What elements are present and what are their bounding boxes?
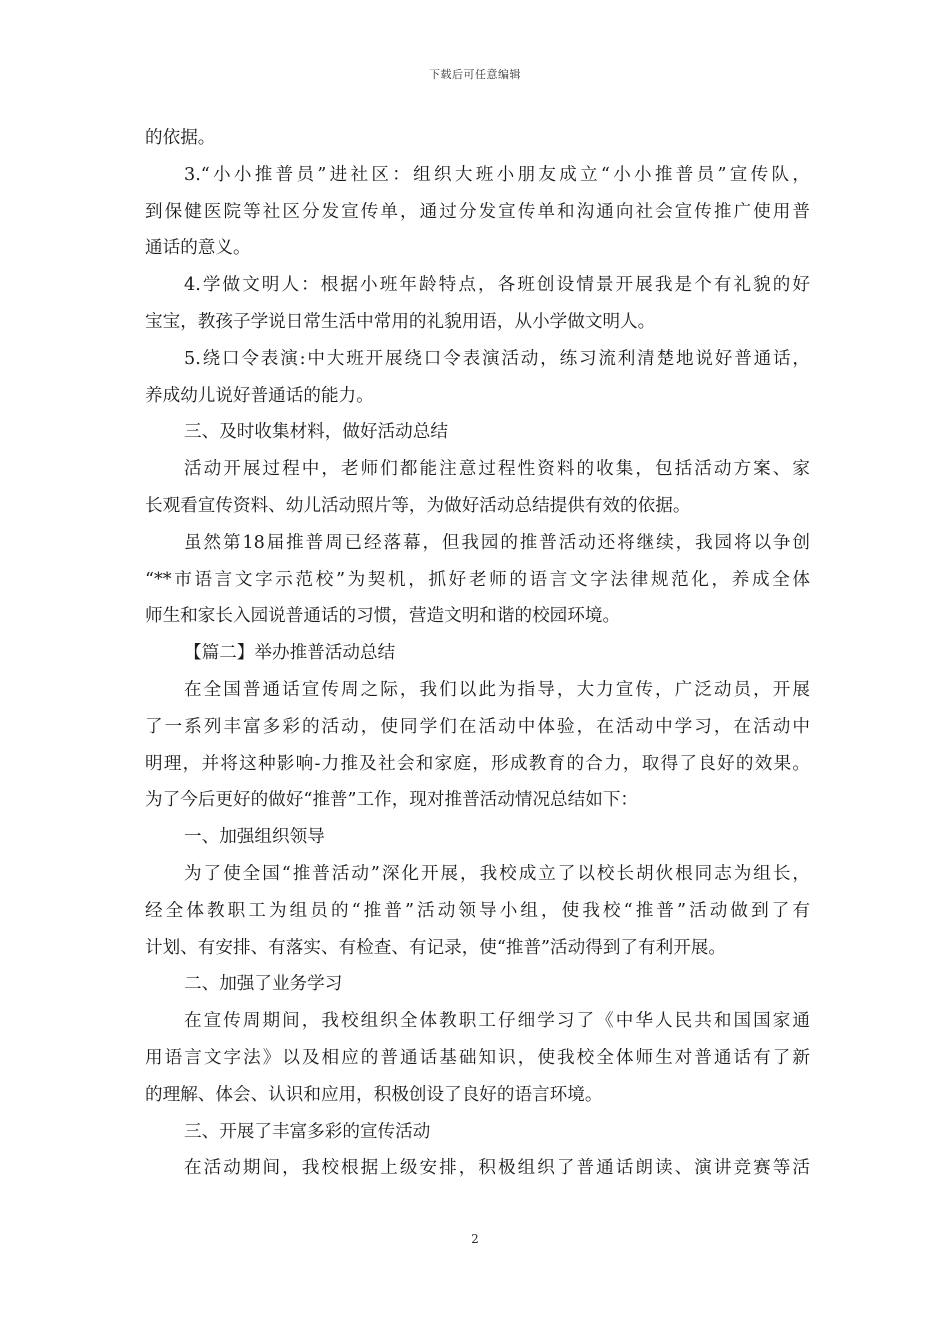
- text-line: 4.学做文明人：根据小班年龄特点，各班创设情景开展我是个有礼貌的好: [184, 275, 810, 296]
- text-line: 一、加强组织领导: [184, 827, 325, 848]
- text-line: 经全体教职工为组员的“推普”活动领导小组，使我校“推普”活动做到了有: [145, 900, 810, 921]
- text-line: 了一系列丰富多彩的活动，使同学们在活动中体验，在活动中学习，在活动中: [145, 716, 810, 737]
- text-line: 通话的意义。: [145, 238, 251, 259]
- text-line: “**市语言文字示范校”为契机，抓好老师的语言文字法律规范化，养成全体: [145, 569, 810, 590]
- text-line: 的依据。: [145, 128, 216, 148]
- text-line: 【篇二】举办推普活动总结: [184, 643, 396, 664]
- page-header: 下载后可任意编辑: [429, 68, 521, 81]
- text-line: 在全国普通话宣传周之际，我们以此为指导，大力宣传，广泛动员，开展: [184, 679, 810, 700]
- text-line: 用语言文字法》以及相应的普通话基础知识，使我校全体师生对普通话有了新: [145, 1047, 810, 1068]
- text-line: 三、及时收集材料，做好活动总结: [184, 422, 448, 443]
- text-line: 活动开展过程中，老师们都能注意过程性资料的收集，包括活动方案、家: [184, 459, 810, 480]
- text-line: 师生和家长入园说普通话的习惯，营造文明和谐的校园环境。: [145, 606, 621, 627]
- text-line: 为了使全国“推普活动”深化开展，我校成立了以校长胡伙根同志为组长，: [184, 863, 810, 884]
- page-number: 2: [471, 1232, 479, 1246]
- text-line: 养成幼儿说好普通话的能力。: [145, 385, 374, 406]
- text-line: 长观看宣传资料、幼儿活动照片等，为做好活动总结提供有效的依据。: [145, 495, 691, 516]
- text-line: 二、加强了业务学习: [184, 974, 343, 995]
- text-line: 虽然第18届推普周已经落幕，但我园的推普活动还将继续，我园将以争创: [184, 532, 810, 553]
- text-line: 明理，并将这种影响-力推及社会和家庭，形成教育的合力，取得了良好的效果。: [145, 753, 810, 774]
- text-line: 三、开展了丰富多彩的宣传活动: [184, 1121, 431, 1142]
- document-body: [145, 120, 810, 1187]
- text-line: 5.绕口令表演:中大班开展绕口令表演活动，练习流利清楚地说好普通话，: [184, 348, 810, 369]
- text-line: 的理解、体会、认识和应用，积极创设了良好的语言环境。: [145, 1084, 603, 1105]
- text-line: 到保健医院等社区分发宣传单，通过分发宣传单和沟通向社会宣传推广使用普: [145, 201, 810, 222]
- text-line: 宝宝，教孩子学说日常生活中常用的礼貌用语，从小学做文明人。: [145, 311, 656, 332]
- text-line: 在活动期间，我校根据上级安排，积极组织了普通话朗读、演讲竞赛等活: [184, 1158, 810, 1179]
- text-line: 3.“小小推普员”进社区：组织大班小朋友成立“小小推普员”宣传队，: [184, 164, 810, 185]
- text-line: 在宣传周期间，我校组织全体教职工仔细学习了《中华人民共和国国家通: [184, 1011, 810, 1032]
- text-line: 计划、有安排、有落实、有检查、有记录，使“推普”活动得到了有利开展。: [145, 937, 726, 958]
- text-line: 为了今后更好的做好“推普”工作，现对推普活动情况总结如下：: [145, 790, 639, 811]
